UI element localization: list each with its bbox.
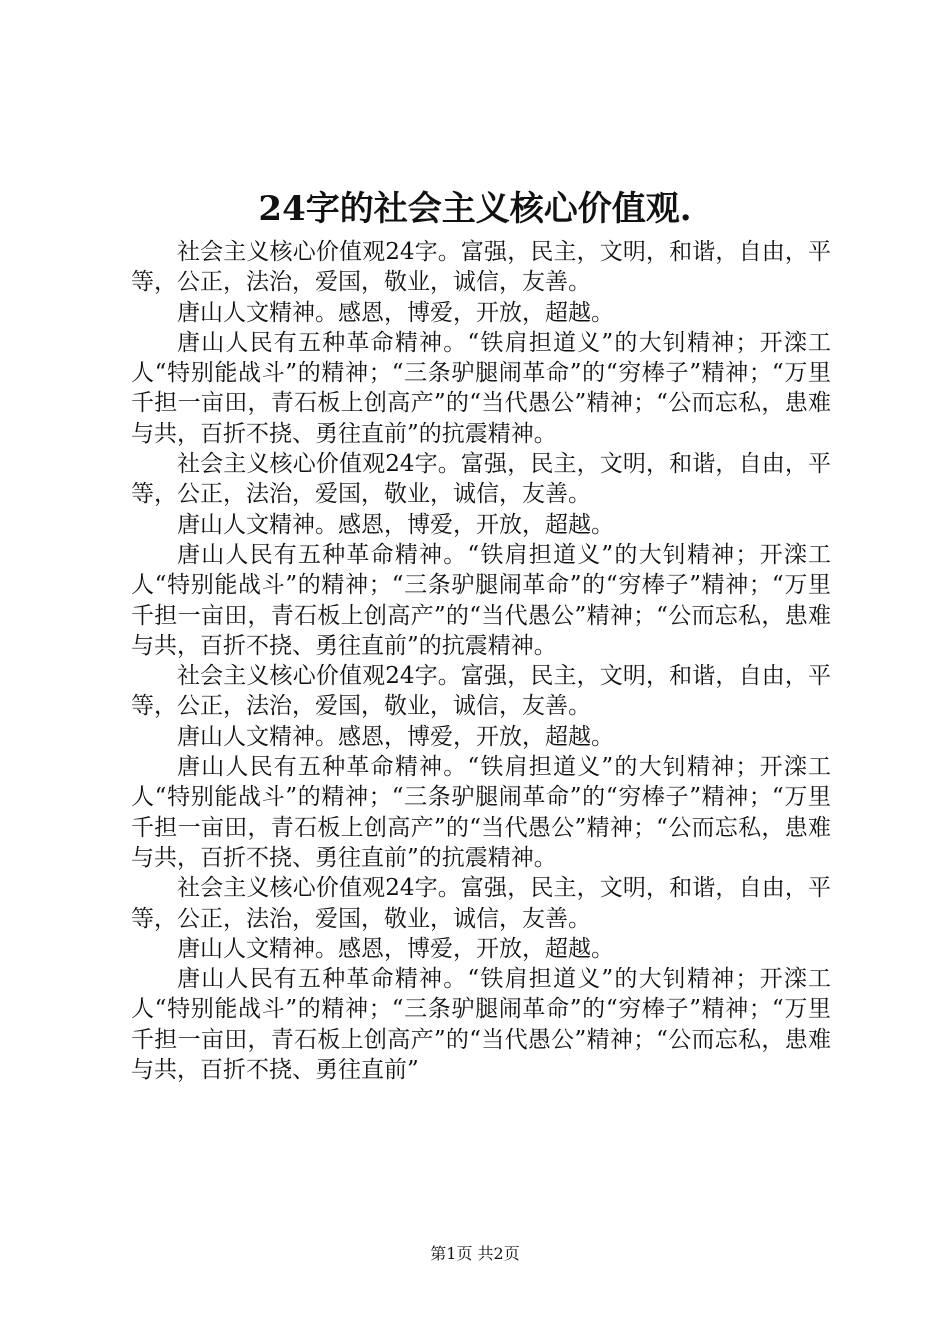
paragraph-12: 唐山人民有五种革命精神。“铁肩担道义”的大钊精神；开滦工人“特别能战斗”的精神；“三条驴腿闹革命”的“穷棒子”精神；“万里千担一亩田，青石板上创高产”的“当代愚公”精神；“公而忘私，患难与共，百折不挠、勇往直前” bbox=[131, 966, 831, 1084]
document-body bbox=[131, 237, 831, 1085]
paragraph-4: 社会主义核心价值观24字。富强，民主，文明，和谐，自由，平等，公正，法治，爱国，敬业，诚信，友善。 bbox=[131, 451, 831, 508]
page-footer: 第1页 共2页 bbox=[430, 1244, 520, 1263]
paragraph-2: 唐山人文精神。感恩，博爱，开放，超越。 bbox=[177, 299, 614, 326]
paragraph-10: 社会主义核心价值观24字。富强，民主，文明，和谐，自由，平等，公正，法治，爱国，敬业，诚信，友善。 bbox=[131, 875, 831, 932]
paragraph-8: 唐山人文精神。感恩，博爱，开放，超越。 bbox=[177, 723, 614, 750]
paragraph-5: 唐山人文精神。感恩，博爱，开放，超越。 bbox=[177, 511, 614, 538]
paragraph-6: 唐山人民有五种革命精神。“铁肩担道义”的大钊精神；开滦工人“特别能战斗”的精神；“三条驴腿闹革命”的“穷棒子”精神；“万里千担一亩田，青石板上创高产”的“当代愚公”精神；“公而忘私，患难与共，百折不挠、勇往直前”的抗震精神。 bbox=[131, 541, 831, 659]
paragraph-11: 唐山人文精神。感恩，博爱，开放，超越。 bbox=[177, 935, 614, 962]
paragraph-9: 唐山人民有五种革命精神。“铁肩担道义”的大钊精神；开滦工人“特别能战斗”的精神；“三条驴腿闹革命”的“穷棒子”精神；“万里千担一亩田，青石板上创高产”的“当代愚公”精神；“公而忘私，患难与共，百折不挠、勇往直前”的抗震精神。 bbox=[131, 754, 831, 871]
paragraph-7: 社会主义核心价值观24字。富强，民主，文明，和谐，自由，平等，公正，法治，爱国，敬业，诚信，友善。 bbox=[131, 663, 831, 720]
document-title: 24字的社会主义核心价值观. bbox=[258, 189, 692, 229]
paragraph-1: 社会主义核心价值观24字。富强，民主，文明，和谐，自由，平等，公正，法治，爱国，敬业，诚信，友善。 bbox=[131, 239, 831, 296]
paragraph-3: 唐山人民有五种革命精神。“铁肩担道义”的大钊精神；开滦工人“特别能战斗”的精神；“三条驴腿闹革命”的“穷棒子”精神；“万里千担一亩田，青石板上创高产”的“当代愚公”精神；“公而忘私，患难与共，百折不挠、勇往直前”的抗震精神。 bbox=[131, 329, 831, 447]
